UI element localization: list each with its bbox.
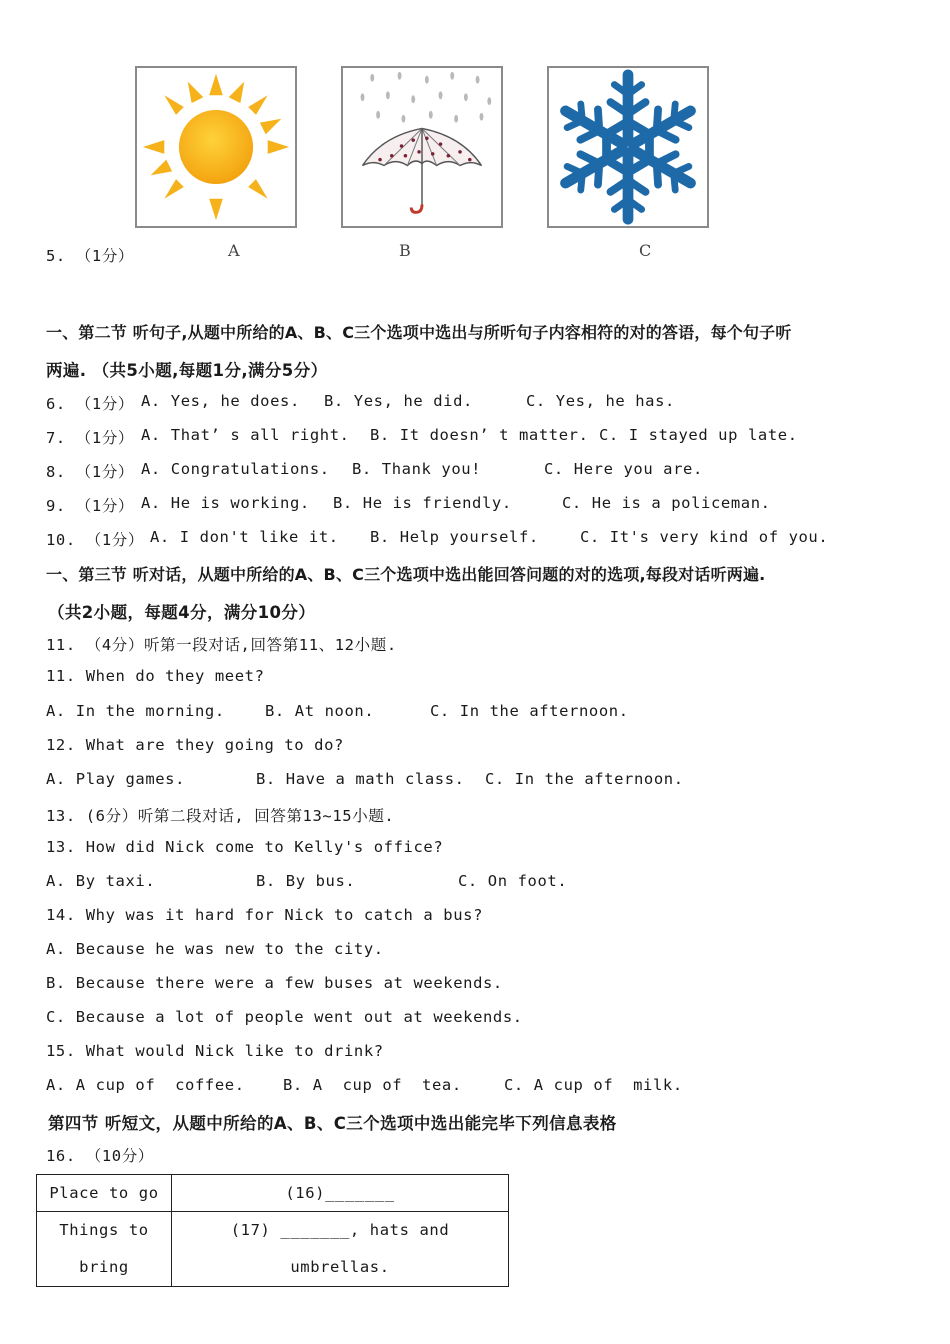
question-12-text: 12. What are they going to do? xyxy=(46,736,344,754)
option-c-caption: C xyxy=(639,241,652,260)
info-table xyxy=(36,1174,509,1287)
section-2-heading-line2: 两遍. （共5小题,每题1分,满分5分） xyxy=(46,361,328,380)
table-cell-label: Place to go xyxy=(37,1175,172,1212)
question-5-label: 5. （1分） xyxy=(46,247,135,265)
table-cell-blank-17: (17) _______, hats and umbrellas. xyxy=(172,1212,509,1287)
question-14-option-b: B. Because there were a few buses at weekends. xyxy=(46,974,503,992)
question-13-intro: 13. (6分）听第二段对话, 回答第13~15小题. xyxy=(46,807,395,825)
table-cell-blank-16: (16)_______ xyxy=(172,1175,509,1212)
question-13-text: 13. How did Nick come to Kelly's office? xyxy=(46,838,444,856)
table-row xyxy=(37,1212,509,1287)
option-a-caption: A xyxy=(228,241,240,260)
question-16-label: 16. （10分） xyxy=(46,1147,154,1165)
section-3-heading-line2: （共2小题，每题4分，满分10分） xyxy=(48,603,316,622)
question-11-intro: 11. （4分）听第一段对话,回答第11、12小题. xyxy=(46,636,397,654)
question-15-text: 15. What would Nick like to drink? xyxy=(46,1042,384,1060)
table-row xyxy=(37,1175,509,1212)
picture-option-b xyxy=(341,66,503,228)
section-2-heading-line1: 一、第二节 听句子,从题中所给的A、B、C三个选项中选出与所听句子内容相符的对的答语，每个句子听 xyxy=(46,323,792,342)
question-14-option-a: A. Because he was new to the city. xyxy=(46,940,384,958)
table-cell-label: Things to bring xyxy=(37,1212,172,1287)
umbrella-rain-icon xyxy=(343,68,501,226)
question-14-option-c: C. Because a lot of people went out at weekends. xyxy=(46,1008,523,1026)
sun-icon xyxy=(137,68,295,226)
option-b-caption: B xyxy=(399,241,411,260)
section-3-heading-line1: 一、第三节 听对话，从题中所给的A、B、C三个选项中选出能回答问题的对的选项,每段对话听两遍. xyxy=(46,565,766,584)
picture-option-c xyxy=(547,66,709,228)
picture-option-a xyxy=(135,66,297,228)
question-11-text: 11. When do they meet? xyxy=(46,667,265,685)
question-14-text: 14. Why was it hard for Nick to catch a bus? xyxy=(46,906,483,924)
section-4-heading: 第四节 听短文，从题中所给的A、B、C三个选项中选出能完毕下列信息表格 xyxy=(48,1114,617,1133)
snowflake-icon xyxy=(549,68,707,226)
